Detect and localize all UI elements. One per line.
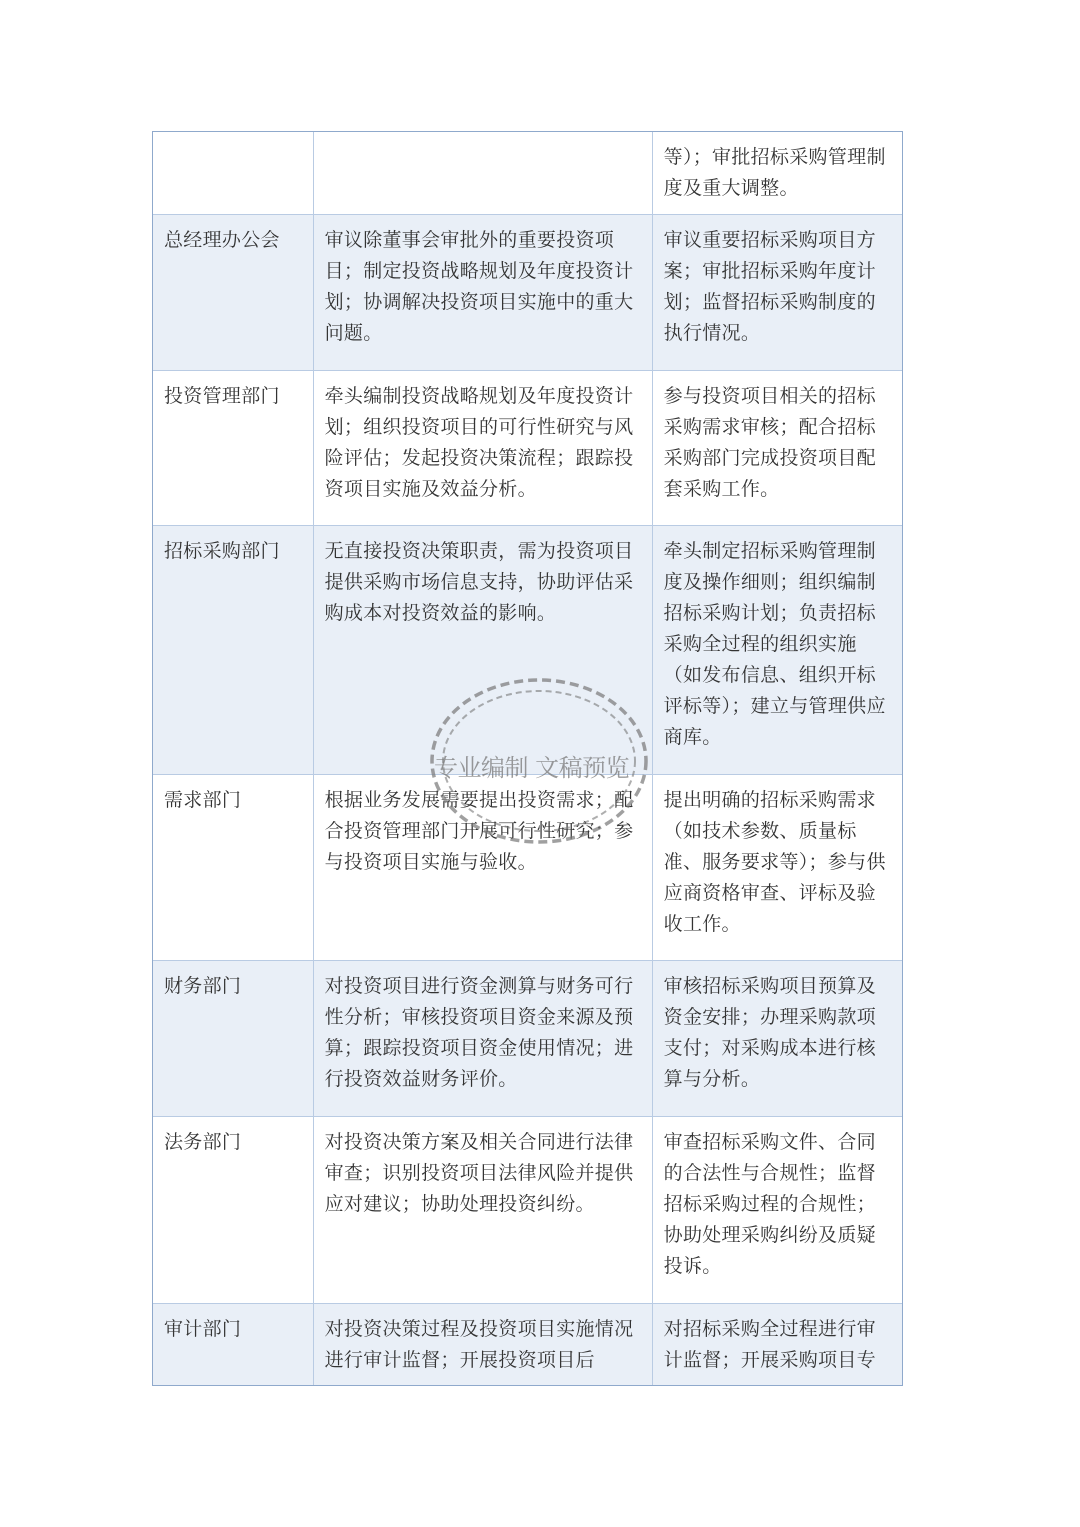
dept-cell: 法务部门 [153, 1117, 314, 1303]
procure-cell: 审查招标采购文件、合同的合法性与合规性；监督招标采购过程的合规性；协助处理采购纠纷及质疑投诉。 [663, 1131, 876, 1277]
procure-cell: 参与投资项目相关的招标采购需求审核；配合招标采购部门完成投资项目配套采购工作。 [663, 385, 876, 500]
procure-cell: 等）；审批招标采购管理制度及重大调整。 [663, 146, 886, 199]
procure-cell: 牵头制定招标采购管理制度及操作细则；组织编制招标采购计划；负责招标采购全过程的组织实施（如发布信息、组织开标评标等）；建立与管理供应商库。 [663, 540, 886, 748]
table-row [153, 774, 902, 960]
table-row [153, 132, 902, 214]
table-row [153, 1116, 902, 1303]
watermark-text: 专业编制 文稿预览 [434, 754, 630, 782]
dept-cell: 审计部门 [153, 1304, 314, 1385]
table-row [153, 370, 902, 525]
table-row [153, 960, 902, 1116]
procure-cell: 审议重要招标采购项目方案；审批招标采购年度计划；监督招标采购制度的执行情况。 [663, 229, 876, 344]
invest-cell: 审议除董事会审批外的重要投资项目；制定投资战略规划及年度投资计划；协调解决投资项目实施中的重大问题。 [314, 215, 653, 370]
table-row [153, 214, 902, 370]
invest-cell: 对投资决策过程及投资项目实施情况进行审计监督；开展投资项目后 [314, 1304, 653, 1385]
dept-cell: 财务部门 [153, 961, 314, 1116]
dept-cell: 需求部门 [153, 775, 314, 960]
invest-cell [314, 132, 653, 214]
dept-cell: 投资管理部门 [153, 371, 314, 525]
procure-cell: 审核招标采购项目预算及资金安排；办理采购款项支付；对采购成本进行核算与分析。 [663, 975, 876, 1090]
invest-cell: 无直接投资决策职责，需为投资项目提供采购市场信息支持，协助评估采购成本对投资效益的影响。 [314, 526, 653, 774]
invest-cell: 对投资决策方案及相关合同进行法律审查；识别投资项目法律风险并提供应对建议；协助处理投资纠纷。 [314, 1117, 653, 1303]
procure-cell: 对招标采购全过程进行审计监督；开展采购项目专 [663, 1318, 876, 1371]
procure-cell: 提出明确的招标采购需求（如技术参数、质量标准、服务要求等）；参与供应商资格审查、评标及验收工作。 [663, 789, 886, 935]
table-row [153, 525, 902, 774]
dept-cell [153, 132, 314, 214]
dept-cell: 总经理办公会 [153, 215, 314, 370]
invest-cell: 对投资项目进行资金测算与财务可行性分析；审核投资项目资金来源及预算；跟踪投资项目资金使用情况；进行投资效益财务评价。 [314, 961, 653, 1116]
table-row [153, 1303, 902, 1385]
invest-cell: 根据业务发展需要提出投资需求；配合投资管理部门开展可行性研究；参与投资项目实施与验收。 [314, 775, 653, 960]
dept-cell: 招标采购部门 [153, 526, 314, 774]
invest-cell: 牵头编制投资战略规划及年度投资计划；组织投资项目的可行性研究与风险评估；发起投资决策流程；跟踪投资项目实施及效益分析。 [314, 371, 653, 525]
